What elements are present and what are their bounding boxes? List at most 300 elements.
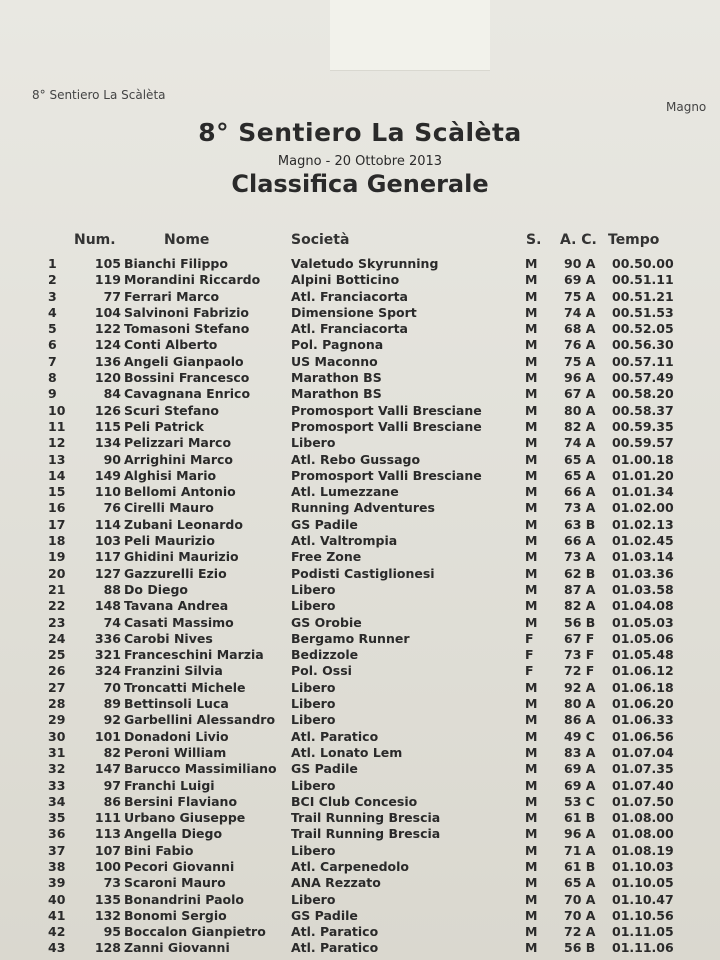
athlete-name-cell: Bianchi Filippo (124, 256, 228, 271)
society-cell: Libero (291, 842, 336, 858)
bib-number-cell: 127 (94, 565, 121, 581)
bib-number-cell: 128 (94, 940, 121, 956)
society-cell: Libero (291, 435, 336, 451)
page-header-left: 8° Sentiero La Scàlèta (32, 88, 166, 102)
athlete-name-cell: Urbano Giuseppe (124, 810, 246, 826)
time-cell: 00.52.05 (612, 321, 674, 337)
athlete-name-cell: Scuri Stefano (124, 402, 219, 418)
rank-cell: 15 (48, 484, 66, 500)
table-row (0, 778, 720, 794)
bib-number-cell: 113 (94, 826, 121, 842)
society-cell: Libero (291, 891, 336, 907)
time-cell: 01.07.40 (612, 777, 674, 793)
age-category-cell: 96 A (564, 370, 596, 386)
athlete-name-cell: Ghidini Maurizio (124, 549, 239, 565)
table-row (0, 647, 720, 663)
col-header-time: Tempo (608, 232, 660, 248)
bib-number-cell: 132 (94, 907, 121, 923)
age-category-cell: 61 B (564, 810, 596, 826)
society-cell: Podisti Castiglionesi (291, 565, 435, 581)
time-cell: 00.57.11 (612, 353, 674, 369)
bib-number-cell: 124 (94, 337, 121, 353)
sex-cell: M (525, 484, 538, 500)
bib-number-cell: 149 (94, 467, 121, 483)
sex-cell: M (525, 858, 538, 874)
society-cell: BCI Club Concesio (291, 793, 418, 809)
athlete-name-cell: Angeli Gianpaolo (124, 353, 244, 369)
rank-cell: 22 (48, 598, 66, 614)
rank-cell: 34 (48, 793, 66, 809)
society-cell: Promosport Valli Bresciane (291, 402, 482, 418)
rank-cell: 9 (48, 386, 57, 402)
time-cell: 01.10.03 (612, 858, 674, 874)
society-cell: Atl. Rebo Gussago (291, 451, 421, 467)
sex-cell: M (525, 761, 538, 777)
age-category-cell: 70 A (564, 891, 596, 907)
results-table (0, 256, 720, 957)
rank-cell: 4 (48, 304, 57, 320)
age-category-cell: 82 A (564, 598, 596, 614)
table-row (0, 321, 720, 337)
rank-cell: 28 (48, 696, 66, 712)
athlete-name-cell: Zanni Giovanni (124, 940, 230, 956)
sex-cell: F (525, 647, 534, 663)
bib-number-cell: 148 (94, 598, 121, 614)
time-cell: 01.11.05 (612, 924, 674, 940)
rank-cell: 36 (48, 826, 66, 842)
bib-number-cell: 92 (103, 712, 121, 728)
sex-cell: M (525, 875, 538, 891)
athlete-name-cell: Bonomi Sergio (124, 907, 227, 923)
age-category-cell: 53 C (564, 793, 595, 809)
table-row (0, 500, 720, 516)
athlete-name-cell: Alghisi Mario (124, 467, 217, 483)
rank-cell: 38 (48, 858, 66, 874)
time-cell: 01.05.03 (612, 614, 674, 630)
athlete-name-cell: Gazzurelli Ezio (124, 565, 227, 581)
time-cell: 01.08.00 (612, 826, 674, 842)
bib-number-cell: 73 (103, 875, 121, 891)
time-cell: 00.59.35 (612, 418, 674, 434)
table-row (0, 892, 720, 908)
society-cell: Libero (291, 581, 336, 597)
rank-cell: 20 (48, 565, 66, 581)
sex-cell: M (525, 842, 538, 858)
athlete-name-cell: Troncatti Michele (124, 679, 246, 695)
table-row (0, 940, 720, 956)
rank-cell: 13 (48, 451, 66, 467)
tape-strip (330, 0, 490, 71)
table-row (0, 745, 720, 761)
rank-cell: 6 (48, 337, 57, 353)
time-cell: 00.51.11 (612, 272, 674, 288)
age-category-cell: 71 A (564, 842, 596, 858)
rank-cell: 40 (48, 891, 66, 907)
rank-cell: 31 (48, 744, 66, 760)
rank-cell: 41 (48, 907, 66, 923)
age-category-cell: 80 A (564, 696, 596, 712)
time-cell: 01.02.13 (612, 516, 674, 532)
society-cell: Atl. Franciacorta (291, 321, 408, 337)
age-category-cell: 61 B (564, 858, 596, 874)
bib-number-cell: 103 (94, 533, 121, 549)
rank-cell: 11 (48, 418, 66, 434)
bib-number-cell: 88 (103, 581, 121, 597)
rank-cell: 3 (48, 288, 57, 304)
athlete-name-cell: Bini Fabio (124, 842, 194, 858)
society-cell: GS Orobie (291, 614, 362, 630)
rank-cell: 2 (48, 272, 57, 288)
athlete-name-cell: Carobi Nives (124, 630, 213, 646)
table-row (0, 337, 720, 353)
sex-cell: M (525, 679, 538, 695)
age-category-cell: 75 A (564, 353, 596, 369)
society-cell: Atl. Lonato Lem (291, 744, 403, 760)
sex-cell: M (525, 810, 538, 826)
age-category-cell: 72 A (564, 924, 596, 940)
athlete-name-cell: Tomasoni Stefano (124, 321, 250, 337)
time-cell: 01.07.35 (612, 761, 674, 777)
time-cell: 00.51.21 (612, 288, 674, 304)
page-title: 8° Sentiero La Scàlèta (198, 118, 522, 147)
rank-cell: 1 (48, 256, 57, 271)
sex-cell: M (525, 353, 538, 369)
age-category-cell: 66 A (564, 533, 596, 549)
sex-cell: M (525, 696, 538, 712)
table-row (0, 533, 720, 549)
sex-cell: M (525, 614, 538, 630)
rank-cell: 8 (48, 370, 57, 386)
society-cell: Dimensione Sport (291, 304, 417, 320)
bib-number-cell: 70 (103, 679, 121, 695)
bib-number-cell: 134 (94, 435, 121, 451)
table-row (0, 712, 720, 728)
athlete-name-cell: Morandini Riccardo (124, 272, 261, 288)
time-cell: 01.03.36 (612, 565, 674, 581)
table-row (0, 859, 720, 875)
table-row (0, 549, 720, 565)
athlete-name-cell: Donadoni Livio (124, 728, 229, 744)
athlete-name-cell: Peli Maurizio (124, 533, 215, 549)
age-category-cell: 70 A (564, 907, 596, 923)
sex-cell: M (525, 549, 538, 565)
sex-cell: M (525, 891, 538, 907)
col-header-ac: A. C. (560, 232, 597, 248)
age-category-cell: 75 A (564, 288, 596, 304)
society-cell: Bedizzole (291, 647, 359, 663)
bib-number-cell: 76 (103, 500, 121, 516)
age-category-cell: 83 A (564, 744, 596, 760)
bib-number-cell: 324 (94, 663, 121, 679)
athlete-name-cell: Bettinsoli Luca (124, 696, 229, 712)
rank-cell: 33 (48, 777, 66, 793)
age-category-cell: 76 A (564, 337, 596, 353)
age-category-cell: 65 A (564, 451, 596, 467)
bib-number-cell: 107 (94, 842, 121, 858)
time-cell: 01.06.20 (612, 696, 674, 712)
sex-cell: M (525, 744, 538, 760)
athlete-name-cell: Cirelli Mauro (124, 500, 214, 516)
time-cell: 00.58.37 (612, 402, 674, 418)
page-header-right: Magno (666, 100, 707, 114)
athlete-name-cell: Pecori Giovanni (124, 858, 235, 874)
sex-cell: M (525, 533, 538, 549)
athlete-name-cell: Peroni William (124, 744, 227, 760)
sex-cell: M (525, 386, 538, 402)
bib-number-cell: 147 (94, 761, 121, 777)
table-row (0, 468, 720, 484)
society-cell: Atl. Valtrompia (291, 533, 398, 549)
bib-number-cell: 110 (94, 484, 121, 500)
athlete-name-cell: Do Diego (124, 581, 188, 597)
athlete-name-cell: Tavana Andrea (124, 598, 229, 614)
age-category-cell: 82 A (564, 418, 596, 434)
table-row (0, 598, 720, 614)
bib-number-cell: 101 (94, 728, 121, 744)
rank-cell: 18 (48, 533, 66, 549)
time-cell: 01.01.34 (612, 484, 674, 500)
bib-number-cell: 122 (94, 321, 121, 337)
col-header-num: Num. (74, 232, 116, 248)
sex-cell: M (525, 777, 538, 793)
bib-number-cell: 136 (94, 353, 121, 369)
bib-number-cell: 74 (103, 614, 121, 630)
society-cell: US Maconno (291, 353, 378, 369)
time-cell: 01.03.14 (612, 549, 674, 565)
age-category-cell: 87 A (564, 581, 596, 597)
time-cell: 01.06.18 (612, 679, 674, 695)
age-category-cell: 67 F (564, 630, 595, 646)
sex-cell: M (525, 728, 538, 744)
time-cell: 00.51.53 (612, 304, 674, 320)
table-row (0, 370, 720, 386)
age-category-cell: 73 A (564, 500, 596, 516)
sex-cell: M (525, 793, 538, 809)
sex-cell: M (525, 581, 538, 597)
age-category-cell: 69 A (564, 272, 596, 288)
athlete-name-cell: Ferrari Marco (124, 288, 220, 304)
sex-cell: M (525, 370, 538, 386)
time-cell: 01.05.06 (612, 630, 674, 646)
table-row (0, 403, 720, 419)
table-row (0, 810, 720, 826)
rank-cell: 25 (48, 647, 66, 663)
rank-cell: 7 (48, 353, 57, 369)
table-row (0, 452, 720, 468)
age-category-cell: 65 A (564, 875, 596, 891)
athlete-name-cell: Bellomi Antonio (124, 484, 236, 500)
sex-cell: M (525, 256, 538, 271)
rank-cell: 43 (48, 940, 66, 956)
society-cell: GS Padile (291, 761, 358, 777)
table-row (0, 386, 720, 402)
time-cell: 00.50.00 (612, 256, 674, 271)
col-header-sex: S. (526, 232, 542, 248)
athlete-name-cell: Scaroni Mauro (124, 875, 226, 891)
bib-number-cell: 126 (94, 402, 121, 418)
society-cell: Libero (291, 696, 336, 712)
bib-number-cell: 120 (94, 370, 121, 386)
society-cell: Atl. Lumezzane (291, 484, 399, 500)
bib-number-cell: 115 (94, 418, 121, 434)
table-row (0, 566, 720, 582)
rank-cell: 24 (48, 630, 66, 646)
rank-cell: 32 (48, 761, 66, 777)
table-row (0, 435, 720, 451)
athlete-name-cell: Salvinoni Fabrizio (124, 304, 249, 320)
rank-cell: 35 (48, 810, 66, 826)
rank-cell: 23 (48, 614, 66, 630)
sex-cell: M (525, 288, 538, 304)
table-row (0, 663, 720, 679)
time-cell: 00.58.20 (612, 386, 674, 402)
age-category-cell: 92 A (564, 679, 596, 695)
society-cell: Free Zone (291, 549, 362, 565)
age-category-cell: 69 A (564, 777, 596, 793)
sex-cell: M (525, 598, 538, 614)
ranking-heading: Classifica Generale (231, 170, 489, 198)
table-row (0, 517, 720, 533)
table-row (0, 305, 720, 321)
athlete-name-cell: Barucco Massimiliano (124, 761, 277, 777)
bib-number-cell: 77 (103, 288, 121, 304)
event-date: Magno - 20 Ottobre 2013 (277, 154, 443, 169)
age-category-cell: 96 A (564, 826, 596, 842)
bib-number-cell: 336 (94, 630, 121, 646)
society-cell: Marathon BS (291, 370, 382, 386)
athlete-name-cell: Pelizzari Marco (124, 435, 232, 451)
age-category-cell: 67 A (564, 386, 596, 402)
bib-number-cell: 111 (94, 810, 121, 826)
sex-cell: M (525, 272, 538, 288)
table-row (0, 908, 720, 924)
age-category-cell: 74 A (564, 435, 596, 451)
society-cell: ANA Rezzato (291, 875, 381, 891)
age-category-cell: 73 F (564, 647, 595, 663)
rank-cell: 37 (48, 842, 66, 858)
sex-cell: M (525, 516, 538, 532)
time-cell: 01.10.47 (612, 891, 674, 907)
society-cell: Libero (291, 679, 336, 695)
athlete-name-cell: Franchi Luigi (124, 777, 215, 793)
rank-cell: 14 (48, 467, 66, 483)
sex-cell: F (525, 663, 534, 679)
athlete-name-cell: Bonandrini Paolo (124, 891, 245, 907)
col-header-name: Nome (164, 232, 210, 248)
society-cell: Atl. Franciacorta (291, 288, 408, 304)
society-cell: Promosport Valli Bresciane (291, 418, 482, 434)
athlete-name-cell: Zubani Leonardo (124, 516, 243, 532)
table-row (0, 696, 720, 712)
bib-number-cell: 84 (103, 386, 121, 402)
sex-cell: F (525, 630, 534, 646)
table-row (0, 615, 720, 631)
athlete-name-cell: Bersini Flaviano (124, 793, 238, 809)
age-category-cell: 72 F (564, 663, 595, 679)
rank-cell: 39 (48, 875, 66, 891)
society-cell: Libero (291, 777, 336, 793)
age-category-cell: 86 A (564, 712, 596, 728)
table-row (0, 875, 720, 891)
rank-cell: 10 (48, 402, 66, 418)
time-cell: 01.01.20 (612, 467, 674, 483)
age-category-cell: 68 A (564, 321, 596, 337)
society-cell: GS Padile (291, 907, 358, 923)
society-cell: Bergamo Runner (291, 630, 410, 646)
rank-cell: 26 (48, 663, 66, 679)
athlete-name-cell: Conti Alberto (124, 337, 218, 353)
bib-number-cell: 104 (94, 304, 121, 320)
society-cell: Alpini Botticino (291, 272, 400, 288)
athlete-name-cell: Franceschini Marzia (124, 647, 264, 663)
table-row (0, 289, 720, 305)
athlete-name-cell: Casati Massimo (124, 614, 234, 630)
sex-cell: M (525, 402, 538, 418)
bib-number-cell: 89 (103, 696, 121, 712)
athlete-name-cell: Cavagnana Enrico (124, 386, 251, 402)
time-cell: 01.00.18 (612, 451, 674, 467)
col-header-society: Società (291, 232, 350, 248)
bib-number-cell: 119 (94, 272, 121, 288)
table-row (0, 582, 720, 598)
sex-cell: M (525, 435, 538, 451)
athlete-name-cell: Franzini Silvia (124, 663, 223, 679)
rank-cell: 19 (48, 549, 66, 565)
athlete-name-cell: Boccalon Gianpietro (124, 924, 266, 940)
table-row (0, 354, 720, 370)
athlete-name-cell: Bossini Francesco (124, 370, 250, 386)
society-cell: Trail Running Brescia (291, 810, 441, 826)
age-category-cell: 69 A (564, 761, 596, 777)
rank-cell: 29 (48, 712, 66, 728)
bib-number-cell: 321 (94, 647, 121, 663)
table-row (0, 761, 720, 777)
rank-cell: 21 (48, 581, 66, 597)
table-row (0, 484, 720, 500)
rank-cell: 17 (48, 516, 66, 532)
time-cell: 00.57.49 (612, 370, 674, 386)
table-row (0, 272, 720, 288)
bib-number-cell: 97 (103, 777, 121, 793)
sex-cell: M (525, 321, 538, 337)
sex-cell: M (525, 304, 538, 320)
time-cell: 01.06.12 (612, 663, 674, 679)
society-cell: Promosport Valli Bresciane (291, 467, 482, 483)
society-cell: Marathon BS (291, 386, 382, 402)
table-row (0, 680, 720, 696)
athlete-name-cell: Arrighini Marco (124, 451, 233, 467)
society-cell: Valetudo Skyrunning (291, 256, 439, 271)
society-cell: Atl. Carpenedolo (291, 858, 410, 874)
age-category-cell: 56 B (564, 940, 596, 956)
time-cell: 01.03.58 (612, 581, 674, 597)
bib-number-cell: 90 (103, 451, 121, 467)
sex-cell: M (525, 940, 538, 956)
time-cell: 01.02.45 (612, 533, 674, 549)
sex-cell: M (525, 712, 538, 728)
table-row (0, 826, 720, 842)
society-cell: Trail Running Brescia (291, 826, 441, 842)
table-row (0, 256, 720, 272)
table-row (0, 419, 720, 435)
time-cell: 01.07.50 (612, 793, 674, 809)
time-cell: 01.04.08 (612, 598, 674, 614)
table-row (0, 794, 720, 810)
bib-number-cell: 135 (94, 891, 121, 907)
sex-cell: M (525, 826, 538, 842)
time-cell: 01.10.56 (612, 907, 674, 923)
sex-cell: M (525, 467, 538, 483)
